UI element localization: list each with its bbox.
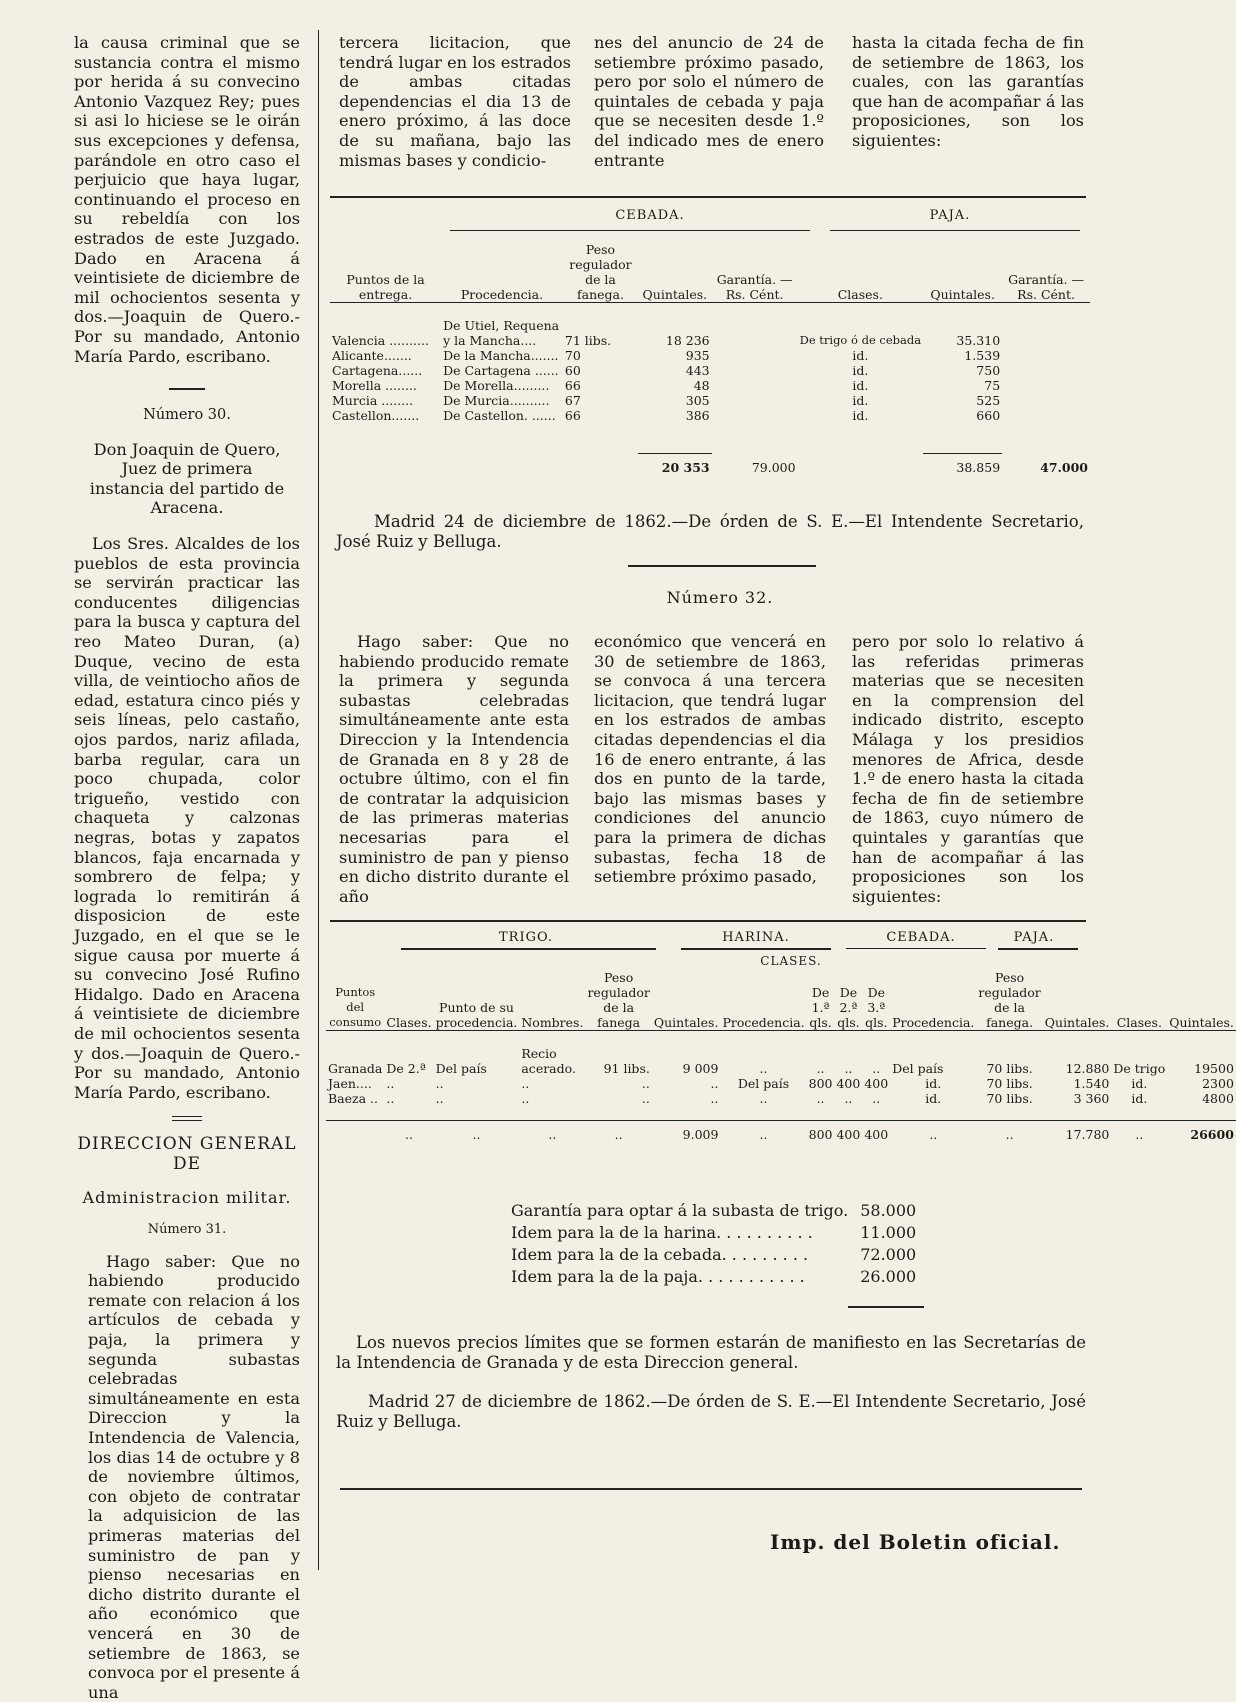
cell: ..	[548, 1127, 557, 1142]
signature-2-text: Madrid 27 de diciembre de 1862.—De órden de S. E.—El Intendente Secretario, José Ruiz y Belluga.	[336, 1392, 1086, 1431]
total-garantia-2: 47.000	[1040, 460, 1088, 475]
guarantee-row	[505, 1222, 922, 1244]
cell: ..	[472, 1127, 481, 1142]
th-peso: Peso regulador de la fanega.	[569, 241, 632, 302]
cell: 48	[693, 378, 710, 393]
cell: 443	[685, 363, 710, 378]
cell: 750	[976, 363, 1001, 378]
guarantee-row	[505, 1244, 922, 1266]
cell: ..	[710, 1091, 719, 1106]
cell: 70 libs.	[986, 1076, 1033, 1091]
table-row	[326, 1046, 1236, 1076]
brace-paja	[830, 230, 1080, 231]
cell: 35.310	[956, 333, 1001, 348]
cell: 91 libs.	[603, 1061, 650, 1076]
th-quintales: Quintales.	[653, 1014, 719, 1030]
cell: ..	[386, 1091, 395, 1106]
ornament-divider	[172, 1116, 202, 1121]
cell: 17.780	[1065, 1127, 1110, 1142]
left-column	[74, 33, 300, 1702]
group-cebada: CEBADA.	[615, 208, 685, 223]
cell: id.	[852, 393, 869, 408]
cell: 75	[984, 378, 1001, 393]
cell: 12.880	[1065, 1061, 1110, 1076]
cell: ..	[710, 1076, 719, 1091]
number-30-heading: Número 30.	[143, 407, 231, 424]
brace-harina	[681, 948, 831, 950]
cell: id.	[852, 378, 869, 393]
cell: Del país	[737, 1076, 790, 1091]
cell: id.	[852, 363, 869, 378]
th-cebada-procedencia: Procedencia.	[892, 1014, 975, 1030]
guarantee-value: 72.000	[860, 1245, 917, 1264]
cell: ..	[1135, 1127, 1144, 1142]
cell: 525	[976, 393, 1001, 408]
th-nombres: Nombres.	[521, 1014, 584, 1030]
mid-col-1	[339, 632, 569, 906]
cell: ..	[641, 1091, 650, 1106]
cell: ..	[1005, 1127, 1014, 1142]
section-rule	[330, 920, 1086, 922]
ornament-divider	[169, 388, 205, 390]
th-peso: Peso regulador de la fanega	[587, 969, 650, 1030]
cell: 800	[808, 1076, 833, 1091]
cell: 400	[864, 1127, 889, 1142]
th-puntos: Puntos de la entrega.	[346, 271, 425, 302]
table-row	[330, 378, 1090, 393]
guarantee-value: 11.000	[860, 1223, 917, 1242]
cell: ..	[759, 1091, 768, 1106]
cell: 305	[685, 393, 710, 408]
th-procedencia: Punto de su procedencia.	[435, 999, 518, 1030]
cell: id.	[925, 1076, 942, 1091]
guarantee-label: Idem para la de la harina. . . . . . . . . .	[511, 1223, 813, 1242]
cell: Murcia ........	[332, 393, 414, 408]
left-paragraph-1: la causa criminal que se sustancia contra el mismo por herida á su convecino Antonio Vazquez Rey; pues si asi lo hiciese se le oirán sus excepciones y defensa, parándole en otro caso el perjuicio que haya lugar, continuando el proceso en su rebeldía con los estrados de este Juzgado. Dado en Aracena á veintisiete de diciembre de mil ochocientos sesenta y dos.—Joaquin de Quero.-Por su mandado, Antonio María Pardo, escribano.	[74, 33, 300, 366]
cell: 70 libs.	[986, 1061, 1033, 1076]
th-clases: Clases.	[386, 1014, 432, 1030]
number-31-heading: Número 31.	[147, 1222, 227, 1238]
totals-row	[326, 1120, 1236, 1142]
direction-heading: DIRECCION GENERAL DE	[77, 1134, 297, 1174]
cell: id.	[1131, 1091, 1148, 1106]
group-harina: HARINA.	[722, 930, 790, 945]
group-trigo: TRIGO.	[498, 930, 553, 945]
th-cebada-peso: Peso regulador de la fanega.	[978, 969, 1041, 1030]
cell: 19500	[1194, 1061, 1234, 1076]
cell: id.	[1131, 1076, 1148, 1091]
cell: De Castellon. ......	[443, 408, 556, 423]
cell: ..	[435, 1091, 444, 1106]
table-row	[330, 393, 1090, 408]
mid-col-2	[594, 632, 826, 887]
cell: 800	[808, 1127, 833, 1142]
cell: De Murcia..........	[443, 393, 550, 408]
cell: Baeza ..	[328, 1091, 378, 1106]
group-cebada: CEBADA.	[886, 930, 956, 945]
th-garantia-2: Garantía. — Rs. Cént.	[1008, 271, 1084, 302]
guarantee-value: 58.000	[860, 1201, 917, 1220]
cell: ..	[844, 1091, 853, 1106]
cell: id.	[852, 348, 869, 363]
cell: id.	[852, 408, 869, 423]
mid-col-3-text: pero por solo lo relativo á las referidas primeras materias que se necesiten en la comprension del indicado distrito, escepto Málaga y los presidios menores de Africa, desde 1.º de enero hasta la citada fecha de fin de setiembre de 1863, cuyo número de quintales y garantías que han de acompañar á las proposiciones son los siguientes:	[852, 632, 1084, 906]
guarantee-row	[505, 1200, 922, 1222]
left-paragraph-2: Los Sres. Alcaldes de los pueblos de esta provincia se servirán practicar las conducentes diligencias para la busca y captura del reo Mateo Duran, (a) Duque, vecino de esta villa, de veintiocho años de edad, estatura cinco piés y seis líneas, pelo castaño, ojos pardos, nariz afilada, barba regular, cara un poco chupada, color trigueño, vestido con chaqueta y calzonas negras, botas y zapatos blancos, faja encarnada y sombrero de felpa; y lograda lo remitirán á disposicion de este Juzgado, en el que se le sigue causa por muerte á su convecino José Rufino Hidalgo. Dado en Aracena á veintisiete de diciembre de mil ochocientos sesenta y dos.—Joaquin de Quero.-Por su mandado, Antonio María Pardo, escribano.	[74, 534, 300, 1102]
note-paragraph	[336, 1333, 1086, 1372]
th-clases: Clases.	[837, 286, 883, 302]
cell: 2300	[1202, 1076, 1234, 1091]
table2-grid	[326, 960, 1236, 1142]
guarantee-label: Garantía para optar á la subasta de trigo.	[511, 1201, 849, 1220]
th-tercera: De 3.ª qls.	[865, 984, 888, 1030]
ornament-divider	[848, 1306, 924, 1308]
cell: 386	[685, 408, 710, 423]
judge-heading: Don Joaquin de Quero, Juez de primera instancia del partido de Aracena.	[89, 439, 285, 518]
th-cebada-quintales: Quintales.	[1044, 1014, 1110, 1030]
cell: De trigo ó de cebada	[799, 333, 922, 347]
cell: ..	[872, 1091, 881, 1106]
cell: 1.540	[1073, 1076, 1110, 1091]
cell: De 2.ª	[386, 1061, 426, 1076]
cell: ..	[614, 1127, 623, 1142]
cell: ..	[759, 1127, 768, 1142]
cell: 4800	[1202, 1091, 1234, 1106]
guarantee-label: Idem para la de la paja. . . . . . . . . . .	[511, 1267, 805, 1286]
cell: Castellon.......	[332, 408, 420, 423]
admin-heading: Administracion militar.	[82, 1188, 292, 1208]
th-harina-procedencia: Procedencia.	[722, 1014, 805, 1030]
mid-col-1-text: Hago saber: Que no habiendo producido remate la primera y segunda subastas celebradas simultáneamente ante esta Direccion y la Intendencia de Granada en 8 y 28 de octubre último, con el fin de contratar la adquisicion de las primeras materias necesarias para el suministro de pan y pienso en dicho distrito durante el año	[339, 632, 569, 906]
cell: 400	[836, 1076, 861, 1091]
top-col-2	[594, 33, 824, 170]
table-row	[330, 363, 1090, 378]
cell: 66	[564, 378, 581, 393]
cell: De Morella.........	[443, 378, 550, 393]
cell: Alicante.......	[332, 348, 412, 363]
totals-row	[330, 453, 1090, 475]
imprint: Imp. del Boletin oficial.	[770, 1530, 1061, 1554]
table-row	[326, 1076, 1236, 1091]
cell: 1.539	[964, 348, 1001, 363]
cell: ..	[435, 1076, 444, 1091]
cell: 9.009	[682, 1127, 719, 1142]
column-rule	[318, 30, 319, 1570]
group-paja: PAJA.	[929, 208, 971, 223]
total-quintales: 20 353	[661, 460, 710, 475]
cell: ..	[844, 1061, 853, 1076]
top-col-3-text: hasta la citada fecha de fin de setiembre de 1863, los cuales, con las garantías que han de acompañar á las proposiciones, son los siguientes:	[852, 33, 1084, 150]
cell: Del país	[435, 1061, 487, 1076]
signature-1	[336, 512, 1084, 551]
total-garantia: 79.000	[751, 460, 796, 475]
brace-cebada	[846, 948, 986, 949]
note-text: Los nuevos precios límites que se formen estarán de manifiesto en las Secretarías de la Intendencia de Granada y de esta Direccion general.	[336, 1333, 1086, 1372]
cell: Morella ........	[332, 378, 417, 393]
th-paja-quintales: Quintales.	[1169, 1014, 1234, 1030]
cell: 400	[836, 1127, 861, 1142]
group-paja: PAJA.	[1013, 930, 1055, 945]
table-row	[330, 318, 1090, 348]
cell: Jaen....	[328, 1076, 372, 1091]
cell: ..	[521, 1091, 530, 1106]
cell: Valencia ..........	[332, 333, 429, 348]
total-quintales-2: 38.859	[956, 460, 1001, 475]
number-32-heading: Número 32.	[666, 588, 774, 607]
cell: ..	[816, 1061, 825, 1076]
cell: 935	[685, 348, 710, 363]
cell: 18 236	[665, 333, 710, 348]
th-garantia: Garantía. — Rs. Cént.	[716, 271, 793, 302]
cell: 60	[564, 363, 581, 378]
ornament-divider	[628, 565, 816, 567]
mid-col-3	[852, 632, 1084, 906]
table-row	[330, 408, 1090, 423]
cell: 400	[864, 1076, 889, 1091]
guarantee-value: 26.000	[860, 1267, 917, 1286]
group-clases: CLASES.	[760, 954, 822, 968]
th-procedencia: Procedencia.	[460, 286, 544, 302]
brace-cebada	[450, 230, 810, 231]
cell: 71 libs.	[564, 333, 612, 348]
cell: 70 libs.	[986, 1091, 1033, 1106]
cell: id.	[925, 1091, 942, 1106]
cell: 26600	[1190, 1127, 1234, 1142]
cell: ..	[405, 1127, 413, 1142]
th-paja-clases: Clases.	[1116, 1014, 1162, 1030]
cell: De la Mancha.......	[443, 348, 559, 363]
guarantee-label: Idem para la de la cebada. . . . . . . . .	[511, 1245, 809, 1264]
top-col-1	[339, 33, 571, 170]
cell: ..	[386, 1076, 395, 1091]
cell: ..	[521, 1076, 530, 1091]
cell: Recio acerado.	[521, 1046, 576, 1076]
guarantees-table	[505, 1200, 922, 1288]
cell: ..	[816, 1091, 825, 1106]
cell: 660	[976, 408, 1001, 423]
cell: 67	[564, 393, 581, 408]
cell: 70	[564, 348, 581, 363]
cell: Granada	[328, 1061, 383, 1076]
left-paragraph-3: Hago saber: Que no habiendo producido remate con relacion á los artículos de cebada y paja, la primera y segunda subastas celebradas simultáneamente en esta Direccion y la Intendencia de Valencia, los dias 14 de octubre y 8 de noviembre últimos, con objeto de contratar la adquisicion de las primeras materias del suministro de pan y pienso necesarias en dicho distrito durante el año económico que vencerá en 30 de setiembre de 1863, se convoca por el presente á una	[88, 1251, 300, 1702]
cell: Cartagena......	[332, 363, 423, 378]
section-rule	[330, 196, 1086, 198]
guarantee-row	[505, 1266, 922, 1288]
table1-grid	[330, 234, 1090, 475]
mid-col-2-text: económico que vencerá en 30 de setiembre de 1863, se convoca á una tercera licitacion, que tendrá lugar en los estrados de ambas citadas dependencias el dia 16 de enero entrante, á las dos en punto de la tarde, bajo las mismas bases y condiciones del anuncio para la primera de dichas subastas, fecha 18 de setiembre próximo pasado,	[594, 632, 826, 887]
th-quintales-2: Quintales.	[930, 286, 995, 302]
brace-trigo	[401, 948, 656, 950]
th-puntos-consumo: Puntos del consumo	[329, 984, 382, 1029]
table-row	[330, 348, 1090, 363]
th-primera: De 1.ª qls.	[809, 984, 832, 1030]
signature-1-text: Madrid 24 de diciembre de 1862.—De órden de S. E.—El Intendente Secretario, José Ruiz y Belluga.	[336, 512, 1084, 551]
signature-2	[336, 1392, 1086, 1431]
cell: ..	[759, 1061, 768, 1076]
bottom-rule	[340, 1488, 1082, 1490]
cell: De Cartagena ......	[443, 363, 559, 378]
cell: ..	[872, 1061, 881, 1076]
th-segunda: De 2.ª qls.	[837, 984, 860, 1030]
cell: Del país	[892, 1061, 944, 1076]
brace-paja	[998, 948, 1078, 950]
cell: De trigo	[1113, 1061, 1166, 1076]
cell: De Utiel, Requena y la Mancha....	[443, 318, 560, 348]
cell: ..	[641, 1076, 650, 1091]
cell: 3 360	[1073, 1091, 1110, 1106]
cell: ..	[929, 1127, 938, 1142]
top-col-2-text: nes del anuncio de 24 de setiembre próximo pasado, pero por solo el número de quintales de cebada y paja que se necesiten desde 1.º del indicado mes de enero entrante	[594, 33, 824, 170]
th-quintales: Quintales.	[642, 286, 708, 302]
top-col-3	[852, 33, 1084, 151]
top-col-1-text: tercera licitacion, que tendrá lugar en los estrados de ambas citadas dependencias el dia 13 de enero próximo, á las doce de su mañana, bajo las mismas bases y condicio-	[339, 33, 571, 170]
cell: 9 009	[682, 1061, 719, 1076]
cell: 66	[564, 408, 581, 423]
table-row	[326, 1091, 1236, 1106]
